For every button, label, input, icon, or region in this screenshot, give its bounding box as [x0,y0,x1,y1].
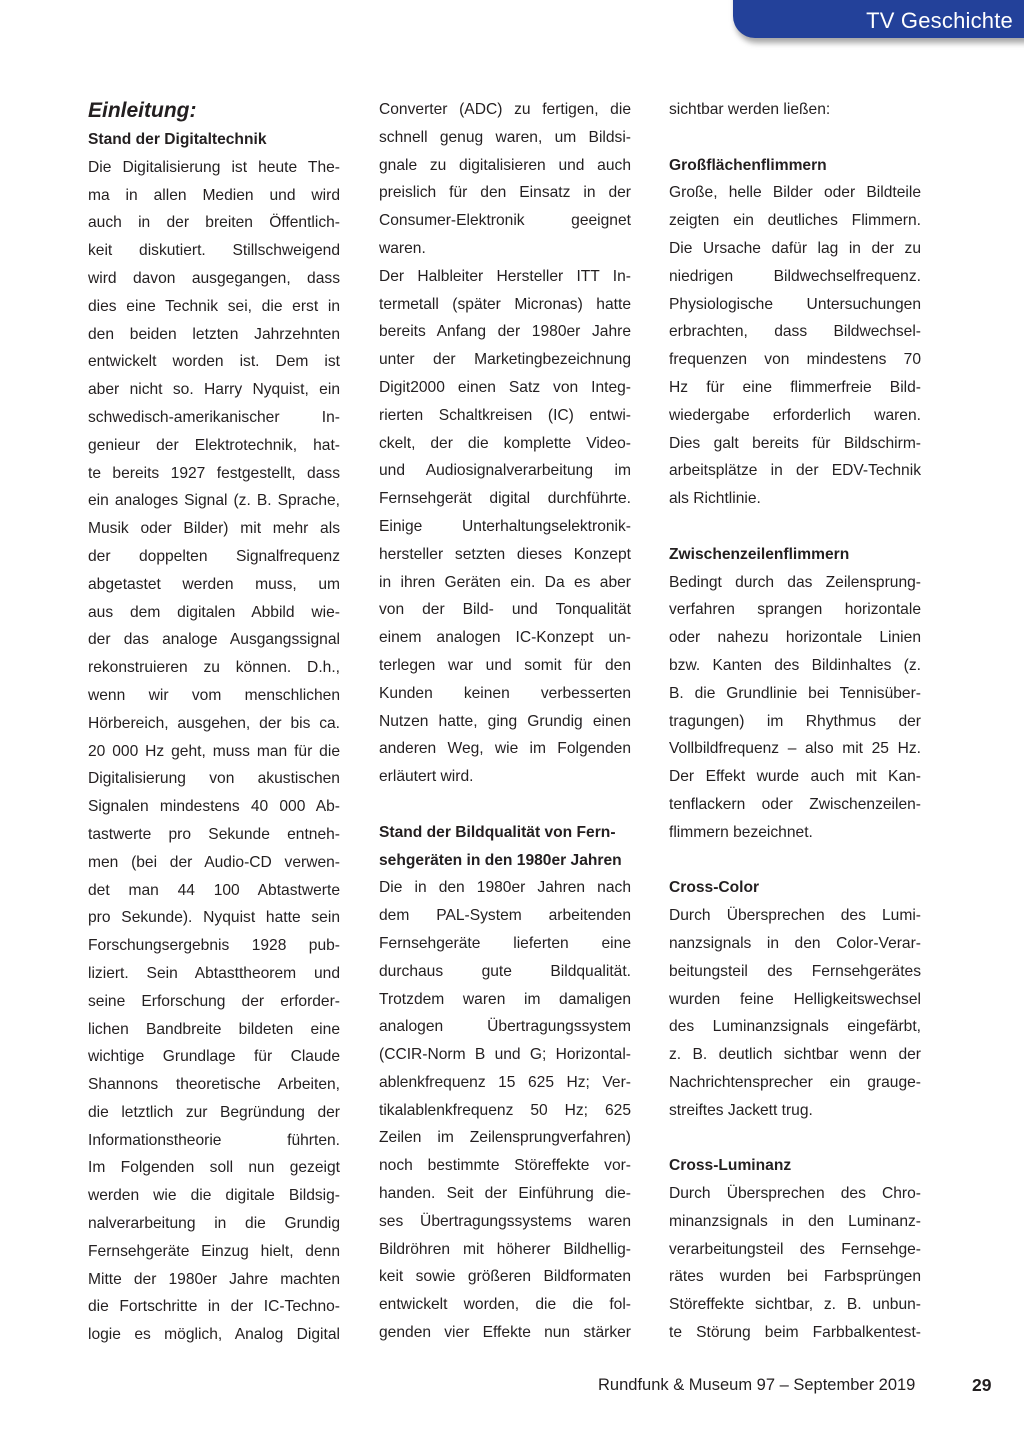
text-line: durchaus gute Bildqualität. [379,962,631,980]
text-line: und Audiosignalverarbeitung im [379,462,631,480]
text-line: te Störung beim Farbbalkentest- [669,1324,921,1342]
section-title: TV Geschichte [866,8,1013,33]
text-line: minanzsignals in den Luminanz- [669,1212,921,1230]
text-line: von der Bild- und Tonqualität [379,601,631,619]
text-line: dem PAL-System arbeitenden [379,907,631,925]
text-line: Störeffekte sichtbar, z. B. unbun- [669,1296,921,1314]
text-line: verarbeitungsteil des Fernsehge- [669,1240,921,1258]
text-line: als Richtlinie. [669,490,761,508]
text-line: anderen Weg, wie im Folgenden [379,740,631,758]
text-line: schwedisch-amerikanischer In- [88,408,340,426]
text-line: waren. [379,239,426,257]
text-line: genieur der Elektrotechnik, hat- [88,436,340,454]
text-line: beitungsteil des Fernsehgerätes [669,962,921,980]
text-line: Consumer-Elektronik geeignet [379,212,631,230]
text-line: Der Halbleiter Hersteller ITT In- [379,267,631,285]
text-line: (CCIR-Norm B und G; Horizontal- [379,1046,631,1064]
text-line: der das analoge Ausgangssignal [88,631,340,649]
text-line: Physiologische Untersuchungen [669,295,921,313]
text-line: werden wie die digitale Bildsig- [88,1187,340,1205]
text-line: aber nicht so. Harry Nyquist, ein [88,381,340,399]
text-line: keit diskutiert. Stillschweigend [88,242,340,260]
text-line: entwickelt worden ist. Dem ist [88,353,340,371]
text-line: des Luminanzsignals eingefärbt, [669,1018,921,1036]
article-column-2 [379,96,631,1347]
text-line: oder nahezu horizontale Linien [669,629,921,647]
text-line: gnale zu digitalisieren und auch [379,156,631,174]
text-line: bereits Anfang der 1980er Jahre [379,323,631,341]
text-line: Mitte der 1980er Jahre machten [88,1270,340,1288]
text-line: rekonstruieren zu können. D.h., [88,659,340,677]
text-line: Zeilen im Zeilensprungverfahren) [379,1129,631,1147]
section-heading: Cross-Color [669,879,760,897]
page-number: 29 [972,1375,992,1395]
text-line: genden vier Effekte nun stärker [379,1324,631,1342]
blank-line [669,124,921,152]
text-line: 20 000 Hz geht, muss man für die [88,742,340,760]
text-line: Der Effekt wurde auch mit Kan- [669,768,921,786]
text-line: ses Übertragungssystems waren [379,1212,631,1230]
text-line: wichtige Grundlage für Claude [88,1048,340,1066]
text-line: Die Ursache dafür lag in der zu [669,239,921,257]
text-line: aus dem digitalen Abbild wie- [88,603,340,621]
text-line: Einige Unterhaltungselektronik- [379,517,631,535]
text-line: niedrigen Bildwechselfrequenz. [669,267,921,285]
text-line: tragungen) im Rhythmus der [669,712,921,730]
text-line: Hz für eine flimmerfreie Bild- [669,378,921,396]
section-heading: sehgeräten in den 1980er Jahren [379,851,622,869]
text-line: flimmern bezeichnet. [669,823,813,841]
text-line: Trotzdem waren im damaligen [379,990,631,1008]
text-line: Shannons theoretische Arbeiten, [88,1076,340,1094]
text-line: logie es möglich, Analog Digital [88,1326,340,1344]
blank-line [669,847,921,875]
text-line: frequenzen von mindestens 70 [669,351,921,369]
text-line: Digitalisierung von akustischen [88,770,340,788]
text-line: termetall (später Micronas) hatte [379,295,631,313]
text-line: seine Erforschung der erforder- [88,992,340,1010]
text-line: pro Sekunde). Nyquist hatte sein [88,909,340,927]
text-line: tastwerte pro Sekunde entneh- [88,825,340,843]
text-line: B. die Grundlinie bei Tennisüber- [669,684,921,702]
text-line: dies eine Technik sei, die erst in [88,297,340,315]
text-line: terlegen war und somit für den [379,656,631,674]
section-heading: Cross-Luminanz [669,1157,792,1175]
article-column-3 [669,96,921,1347]
text-line: Dies galt bereits für Bildschirm- [669,434,921,452]
text-line: Bedingt durch das Zeilensprung- [669,573,921,591]
text-line: Fernsehgeräte lieferten eine [379,934,631,952]
text-line: Converter (ADC) zu fertigen, die [379,101,631,118]
text-line: den beiden letzten Jahrzehnten [88,325,340,343]
text-line: der doppelten Signalfrequenz [88,547,340,565]
text-line: Vollbildfrequenz – also mit 25 Hz. [669,740,921,758]
text-line: wiedergabe erforderlich waren. [669,406,921,424]
section-heading: Stand der Bildqualität von Fern- [379,823,616,841]
text-line: tenflackern oder Zwischenzeilen- [669,795,921,813]
text-line: analogen Übertragungssystem [379,1018,631,1036]
text-line: noch bestimmte Störeffekte vor- [379,1157,631,1175]
text-line: unter der Marketingbezeichnung [379,351,631,369]
text-line: erläutert wird. [379,768,474,786]
text-line: Forschungsergebnis 1928 pub- [88,937,340,955]
section-header-tab [733,0,1024,38]
text-line: arbeitsplätze in der EDV-Technik [669,462,921,480]
blank-line [669,1124,921,1152]
text-line: die letztlich zur Begründung der [88,1103,340,1121]
text-line: entwickelt worden, die die fol- [379,1296,631,1314]
text-line: erbrachten, dass Bildwechsel- [669,323,921,341]
text-line: Die in den 1980er Jahren nach [379,879,631,897]
text-line: handen. Seit der Einführung die- [379,1185,631,1203]
section-heading: Großflächenflimmern [669,156,827,174]
text-line: schnell genug waren, um Bildsi- [379,128,631,146]
text-line: Nachrichtensprecher ein grauge- [669,1073,921,1091]
text-line: Nutzen hatte, ging Grundig einen [379,712,631,730]
text-line: te bereits 1927 festgestellt, dass [88,464,340,482]
text-line: ma in allen Medien und wird [88,186,340,204]
text-line: preislich für den Einsatz in der [379,184,631,202]
text-line: Digit2000 einen Satz von Integ- [379,378,631,396]
text-line: men (bei der Audio-CD verwen- [88,853,340,871]
text-line: nalverarbeitung in die Grundig [88,1215,340,1233]
text-line: Signalen mindestens 40 000 Ab- [88,798,340,816]
text-line: bzw. Kanten des Bildinhaltes (z. [669,656,921,674]
text-line: ckelt, der die komplette Video- [379,434,631,452]
text-line: einem analogen IC-Konzept un- [379,629,631,647]
text-line: keit sowie größeren Bildformaten [379,1268,631,1286]
blank-line [379,791,631,819]
text-line: die Fortschritte in der IC-Techno- [88,1298,340,1316]
text-line: wurden feine Helligkeitswechsel [669,990,921,1008]
text-line: z. B. deutlich sichtbar wenn der [669,1046,921,1064]
text-line: tikalablenkfrequenz 50 Hz; 625 [379,1101,631,1119]
text-line: Große, helle Bilder oder Bildteile [669,184,921,202]
text-line: nanzsignals in den Color-Verar- [669,934,921,952]
text-line: ein analoges Signal (z. B. Sprache, [88,492,340,510]
text-line: Durch Übersprechen des Lumi- [669,907,921,925]
text-line: Fernsehgerät digital durchführte. [379,490,631,508]
text-line: Informationstheorie führten. [88,1131,340,1149]
text-line: Musik oder Bilder) mit mehr als [88,520,340,538]
blank-line [669,513,921,541]
text-line: Fernsehgeräte Einzug hielt, denn [88,1242,340,1260]
text-line: streiftes Jackett trug. [669,1101,813,1119]
text-line: abgetastet werden muss, um [88,575,340,593]
article-column-1 [88,96,340,1349]
text-line: wird davon ausgegangen, dass [88,269,340,287]
text-line: rätes wurden bei Farbsprüngen [669,1268,921,1286]
text-line: verfahren sprangen horizontale [669,601,921,619]
text-line: hersteller setzten dieses Konzept [379,545,631,563]
footer-publication: Rundfunk & Museum 97 – September 2019 [598,1376,916,1394]
article-title: Einleitung: [88,99,197,122]
text-line: Bildröhren mit höherer Bildhellig- [379,1240,631,1258]
text-line: rierten Schaltkreisen (IC) entwi- [379,406,631,424]
text-line: sichtbar werden ließen: [669,101,831,118]
text-line: Hörbereich, ausgehen, der bis ca. [88,714,340,732]
text-line: Kunden keinen verbesserten [379,684,631,702]
text-line: det man 44 100 Abtastwerte [88,881,340,899]
text-line: wenn wir vom menschlichen [88,686,340,704]
text-line: Die Digitalisierung ist heute The- [88,158,340,176]
text-line: ablenkfrequenz 15 625 Hz; Ver- [379,1073,631,1091]
text-line: Im Folgenden soll nun gezeigt [88,1159,340,1177]
text-line: liziert. Sein Abtasttheorem und [88,964,340,982]
text-line: zeigten ein deutliches Flimmern. [669,212,921,230]
section-heading: Stand der Digitaltechnik [88,131,267,148]
text-line: lichen Bandbreite bildeten eine [88,1020,340,1038]
text-line: Durch Übersprechen des Chro- [669,1185,921,1203]
text-line: auch in der breiten Öffentlich- [88,214,340,232]
text-line: in ihren Geräten ein. Da es aber [379,573,631,591]
section-heading: Zwischenzeilenflimmern [669,545,850,563]
